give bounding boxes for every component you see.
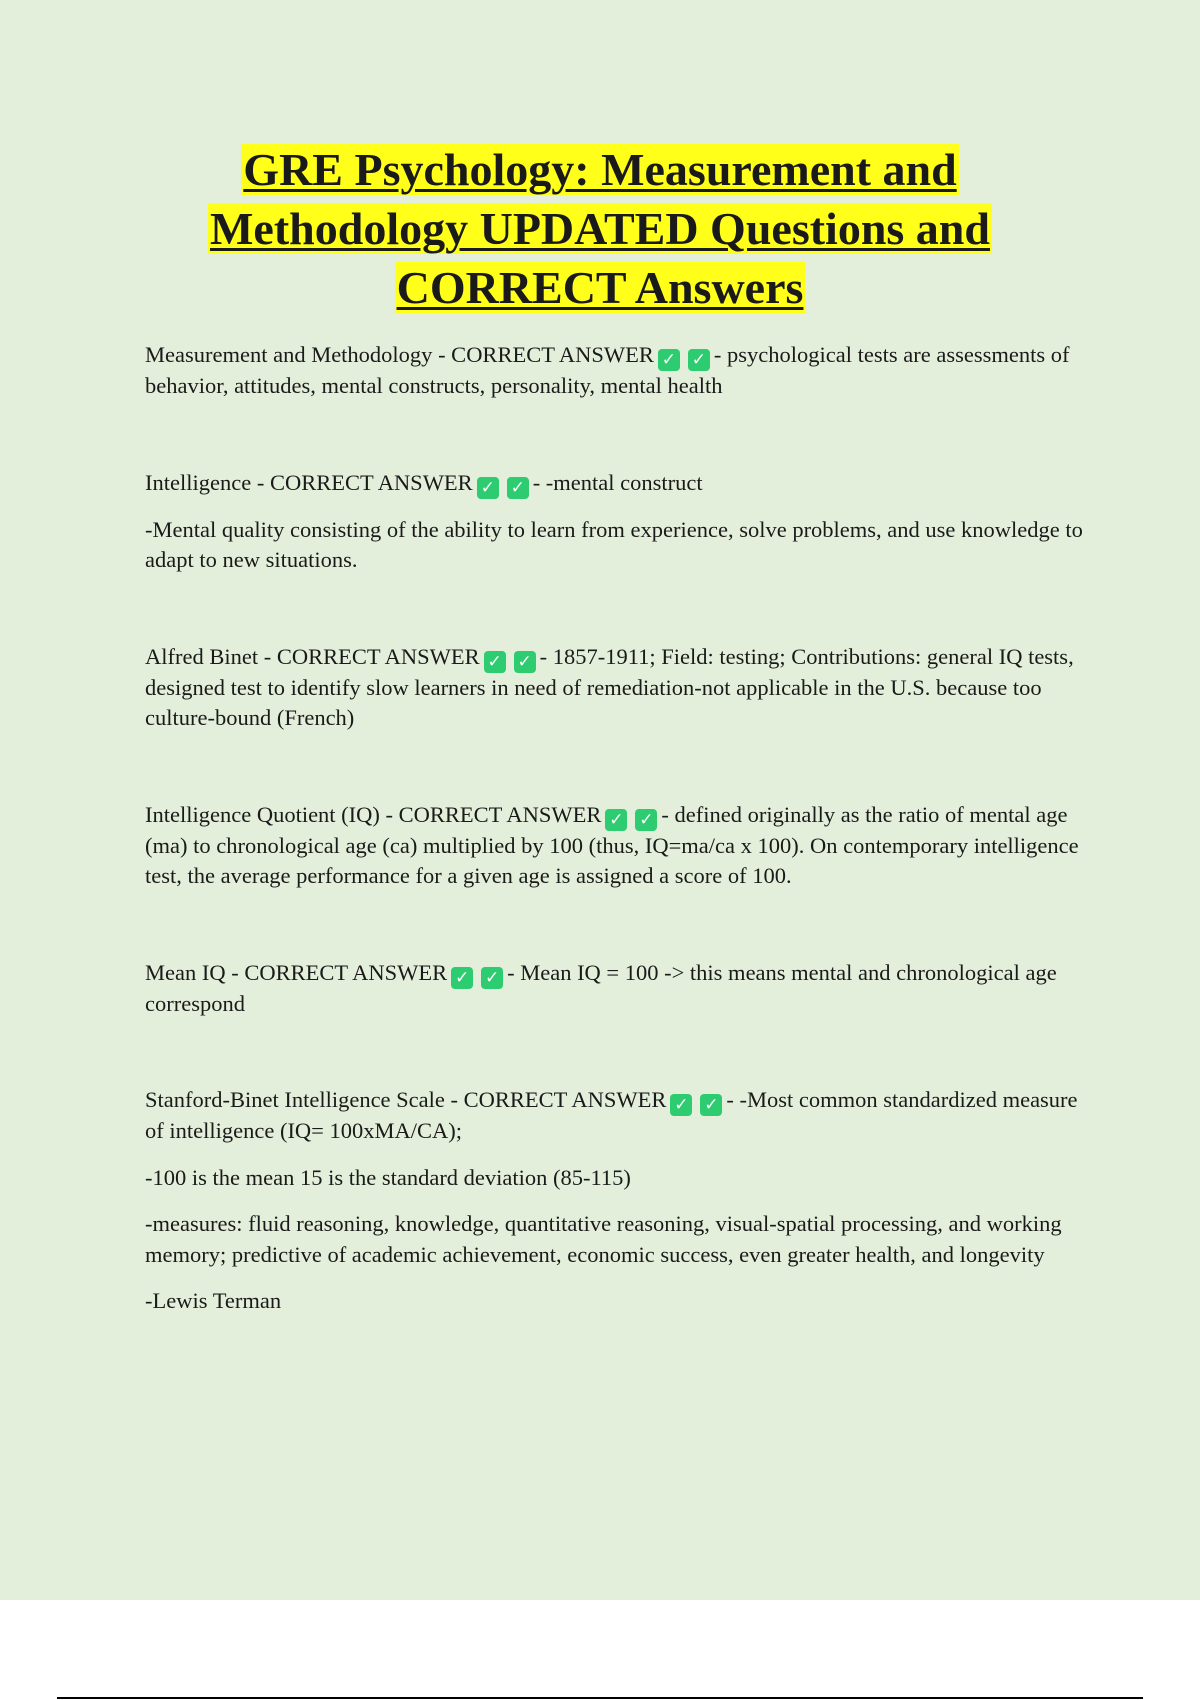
qa-main-line [145,958,1095,1020]
qa-main-line [145,642,1095,734]
check-mark-icon: ✓ [670,1094,692,1116]
check-mark-icon: ✓ [477,477,499,499]
qa-main-line [145,468,1095,499]
qa-term: Intelligence [145,469,252,495]
check-mark-icon: ✓ [658,349,680,371]
qa-main-line [145,340,1095,402]
qa-definition: - -Most common standardized measure of intelligence (IQ= 100xMA/CA); [145,1087,1078,1143]
qa-entry [145,1085,1095,1317]
correct-answer-label: - CORRECT ANSWER [231,959,448,985]
qa-definition: - -mental construct [532,469,703,495]
check-mark-icon: ✓ [605,809,627,831]
title-line: GRE Psychology: Measurement and [243,144,957,195]
check-mark-icon: ✓ [481,967,503,989]
check-mark-icon: ✓ [700,1094,722,1116]
document-title [100,140,1100,317]
qa-main-line [145,800,1095,892]
qa-entry [145,642,1095,734]
title-line: CORRECT Answers [396,262,804,313]
check-mark-icon: ✓ [635,809,657,831]
qa-definition: - defined originally as the ratio of mental age (ma) to chronological age (ca) multiplied by 100 (thus, IQ=ma/ca x 100). On contemporary intelligence test, the average performance for a given age is assigned a score of 100. [145,801,1079,888]
qa-detail-line: -measures: fluid reasoning, knowledge, quantitative reasoning, visual-spatial processing, and working memory; predictive of academic achievement, economic success, even greater health, and longevity [145,1211,1062,1267]
footer-divider [57,1697,1143,1699]
check-mark-icon: ✓ [514,651,536,673]
qa-term: Alfred Binet [145,643,259,669]
qa-entry [145,958,1095,1020]
correct-answer-label: - CORRECT ANSWER [438,342,654,367]
check-mark-icon: ✓ [451,967,473,989]
qa-entry [145,340,1095,402]
check-mark-icon: ✓ [688,349,710,371]
qa-definition: - 1857-1911; Field: testing; Contributions: general IQ tests, designed test to identify slow learners in need of remediation-not applicable in the U.S. because too culture-bound (French) [145,643,1074,730]
correct-answer-label: - CORRECT ANSWER [256,469,473,495]
qa-definition: - Mean IQ = 100 -> this means mental and chronological age correspond [145,959,1057,1016]
qa-detail-line: -100 is the mean 15 is the standard deviation (85-115) [145,1164,631,1190]
correct-answer-label: - CORRECT ANSWER [450,1087,667,1112]
qa-definition: - psychological tests are assessments of behavior, attitudes, mental constructs, personality, mental health [145,342,1070,398]
qa-main-line [145,1085,1095,1147]
correct-answer-label: - CORRECT ANSWER [263,643,480,669]
qa-term: Measurement and Methodology [145,342,433,367]
title-line: Methodology UPDATED Questions and [210,203,990,254]
qa-term: Mean IQ [145,959,226,985]
qa-entry [145,800,1095,892]
qa-list [145,340,1095,1383]
check-mark-icon: ✓ [484,651,506,673]
qa-detail-line: -Mental quality consisting of the ability to learn from experience, solve problems, and use knowledge to adapt to new situations. [145,516,1083,572]
qa-detail-line: -Lewis Terman [145,1288,282,1313]
qa-entry [145,468,1095,576]
check-mark-icon: ✓ [507,477,529,499]
qa-term: Intelligence Quotient (IQ) [145,801,380,827]
qa-term: Stanford-Binet Intelligence Scale [145,1087,445,1112]
correct-answer-label: - CORRECT ANSWER [385,801,602,827]
